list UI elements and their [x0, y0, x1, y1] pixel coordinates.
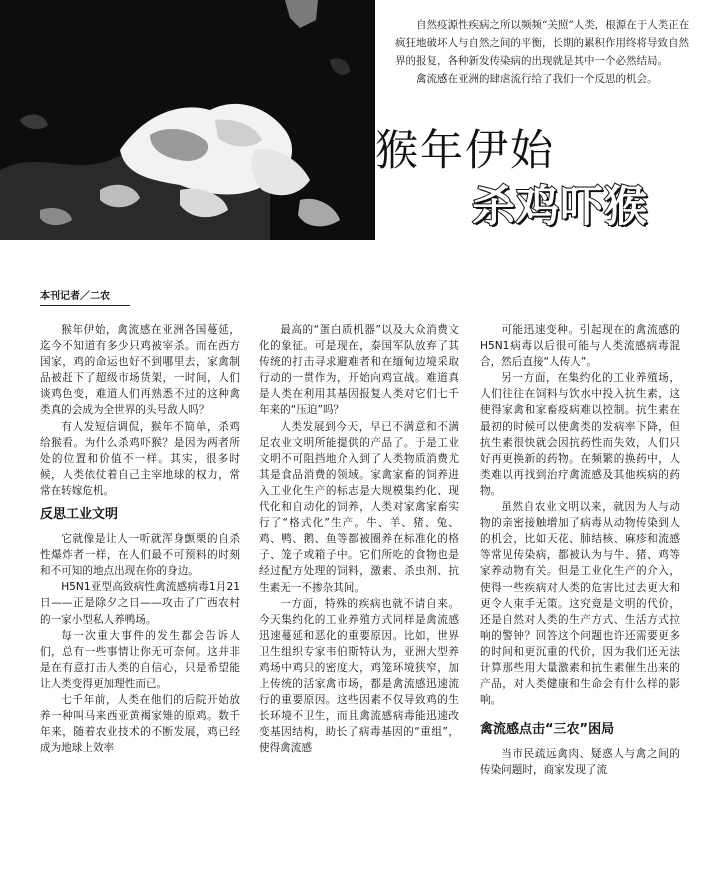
byline: 本刊记者／二农 — [40, 287, 130, 306]
paragraph: 每一次重大事件的发生都会告诉人们，总有一些事情让你无可奈何。这并非是在有意打击人类的自信心，只是希望能让人类变得更加理性而已。 — [40, 629, 240, 690]
intro-summary — [395, 16, 695, 88]
section-heading: 禽流感点击“三农”困局 — [480, 722, 615, 738]
article-column-2 — [259, 322, 459, 757]
article-column-1 — [40, 322, 240, 756]
paragraph: 猴年伊始，禽流感在亚洲各国蔓延，迄今不知道有多少只鸡被宰杀。而在西方国家，鸡的命运也好不到哪里去，家禽制品被赶下了超级市场货架，一时间，人们谈鸡色变，难道人们再熟悉不过的这种禽类真的会成为全世界的头号敌人吗？ — [40, 324, 240, 417]
cover-photo — [0, 0, 375, 240]
paragraph: 可能迅速变种。引起现在的禽流感的H5N1病毒以后很可能与人类流感病毒混合，然后直接“人传人”。 — [480, 324, 680, 369]
paragraph: 最高的“蛋白质机器”以及大众消费文化的象征。可是现在，泰国军队放弃了其传统的打击寻求避难者和在缅甸边境采取行动的一贯作为，开始向鸡宣战。难道真是人类在利用其基因报复人类对它们七千年来的“压迫”吗？ — [259, 324, 459, 417]
paragraph: 人类发展到今天，早已不满意和不满足农业文明所能提供的产品了。于是工业文明不可阻挡地介入到了人类物质消费尤其是食品消费的领域。家禽家畜的饲养进入工业化生产的标志是大规模集约化、现代化和自动化的饲养，人类对家禽家畜实行了“格式化”生产。牛、羊、猪、兔、鸡、鸭、鹅、鱼等都被圈养在标准化的格子、笼子或箱子中。它们所吃的食物也是经过配方处理的饲料，激素、杀虫剂、抗生素无一不掺杂其间。 — [259, 420, 459, 594]
intro-paragraph: 禽流感在亚洲的肆虐流行给了我们一个反思的机会。 — [416, 73, 658, 85]
poultry-photo-graphic — [0, 0, 375, 240]
headline-line-2: 杀鸡吓猴 — [472, 182, 648, 232]
intro-paragraph: 自然疫源性疾病之所以频频“关照”人类，根源在于人类正在疯狂地破坏人与自然之间的平衡，长期的累积作用终将导致自然界的报复，各种新发传染病的出现就是其中一个必然结局。 — [395, 19, 690, 67]
paragraph: 虽然自农业文明以来，就因为人与动物的亲密接触增加了病毒从动物传染到人的机会，比如天花、肺结核、麻疹和流感等常见传染病，都被认为与牛、猪、鸡等家养动物有关。但是工业化生产的介入，使得一些疾病对人类的危害比过去更大和更令人束手无策。这究竟是文明的代价，还是自然对人类的生产方式、生活方式拉响的警钟？回答这个问题也许还需要更多的时间和更沉重的代价，因为我们还无法计算那些用大量激素和抗生素催生出来的产品，对人类健康和生命会有什么样的影响。 — [480, 501, 680, 707]
paragraph: 一方面，特殊的疾病也就不请自来。今天集约化的工业养殖方式同样是禽流感迅速蔓延和恶化的重要原因。比如，世界卫生组织专家韦伯斯特认为，亚洲大型养鸡场中鸡只的密度大，鸡笼环境狭窄，加上传统的活家禽市场，都是禽流感迅速流行的重要原因。这些因素不仅导致鸡的生长环境不卫生，而且禽流感病毒能迅速改变基因结构，助长了病毒基因的“重组”，使得禽流感 — [259, 597, 459, 755]
paragraph: 它就像是让人一听就浑身颤栗的自杀性爆炸者一样，在人们最不可预料的时刻和不可知的地点出现在你的身边。 — [40, 533, 240, 578]
paragraph: H5N1亚型高致病性禽流感病毒1月21日——正是除夕之日——攻击了广西农村的一家小型私人养鸭场。 — [40, 581, 240, 626]
section-heading: 反思工业文明 — [40, 507, 119, 523]
paragraph: 有人发短信调侃，猴年不简单，杀鸡给猴看。为什么杀鸡吓猴？是因为两者所处的位置和价值不一样。其实，很多时候，人类依仗着自己主宰地球的权力，常常在转嫁危机。 — [40, 420, 240, 497]
paragraph: 当市民疏远禽肉、疑惑人与禽之间的传染问题时，商家发现了流 — [480, 748, 680, 777]
article-column-3 — [480, 322, 680, 778]
headline-line-1: 猴年伊始 — [375, 126, 555, 176]
paragraph: 七千年前，人类在他们的后院开始放养一种叫马来西亚黄褐家雉的原鸡。数千年来，随着农业技术的不断发展，鸡已经成为地球上效率 — [40, 693, 240, 755]
paragraph: 另一方面，在集约化的工业养殖场，人们往往在饲料与饮水中投入抗生素，这使得家禽和家畜疫病难以控制。抗生素在最初的时候可以使禽类的发病率下降，但抗生素很快就会因抗药性而失效，人们只好再更换新的药物。在频繁的换药中，人类难以再找到治疗禽流感及其他疾病的药物。 — [480, 372, 680, 497]
